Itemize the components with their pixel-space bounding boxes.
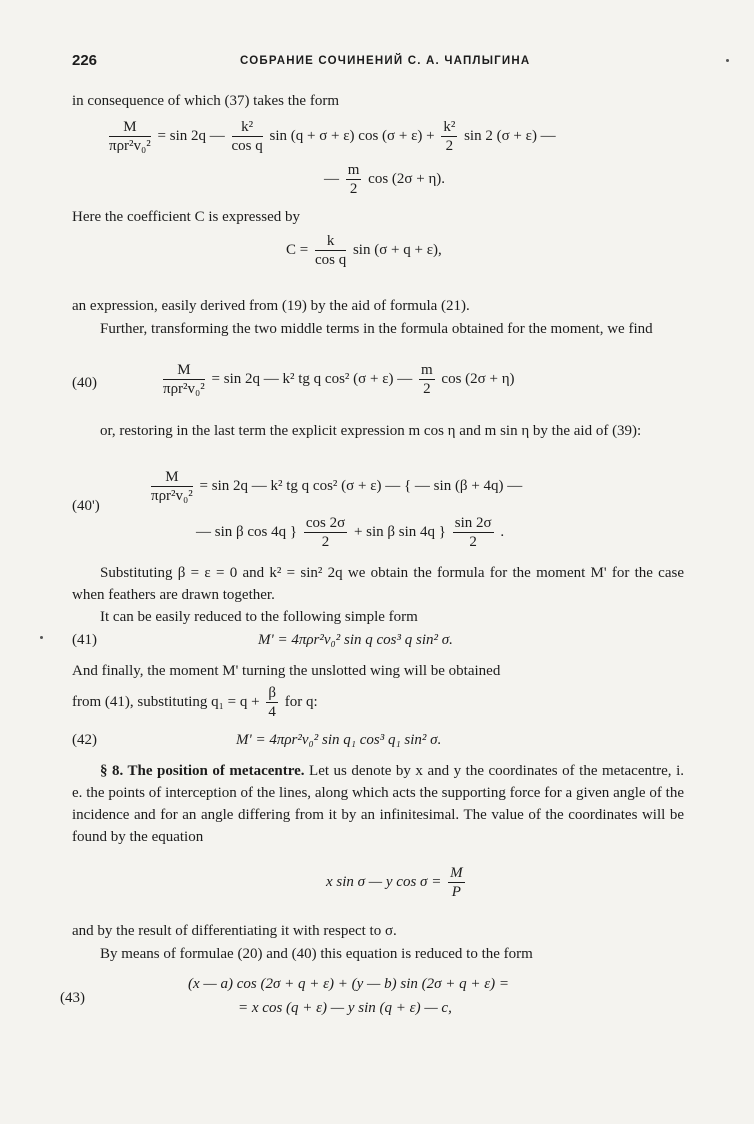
fraction: $\frac{\sin 2\sigma}{2}$ [454,515,492,550]
paragraph: or, restoring in the last term the explicit expression m cos η and m sin η by the aid of (39): [100,423,642,439]
equation-40p-line2: — sin β cos 4q } $\frac{\cos 2\sigma}{2}$ + sin β sin 4q } $\frac{\sin 2\sigma}{2}$ . [196,515,505,550]
fraction: $\frac{\text{k²}}{\text{cos q}}$ [231,119,263,154]
equation-40p-label: (40') [72,498,100,514]
equation-42-label: (42) [72,732,97,748]
equation-40-label: (40) [72,375,97,391]
fraction: $\frac{M}{\text{πρr²v₀²}}$ [109,119,151,154]
text-line: Here the coefficient C is expressed by [72,209,300,225]
equation-41: M' = 4πρr²v₀² sin q cos³ q sin² σ. [258,632,453,648]
text-line: and by the result of differentiating it with respect to σ. [72,923,397,939]
paragraph: Substituting β = ε = 0 and k² = sin² 2q we obtain the formula for the moment M' for the case when feathers are drawn together. [72,565,684,603]
section-8-paragraph: § 8. The position of metacentre. Let us denote by x and y the coordinates of the metacentre, i. e. the points of interception of the lines, along which acts the supporting force for a given angle of the incidence and for an angle differing from it by an infinitesimal. The value of the coordinates will be found by the equation [72,763,684,845]
fraction: $\frac{\text{k²}}{2}$ [443,119,456,154]
fraction: $\frac{\cos 2\sigma}{2}$ [305,515,346,550]
text-line: in consequence of which (37) takes the form [72,93,339,109]
text-line: And finally, the moment M' turning the unslotted wing will be obtained [72,663,501,679]
paragraph: Further, transforming the two middle terms in the formula obtained for the moment, we find [100,321,653,337]
equation-40: $\frac{M}{\text{πρr²v₀²}}$ = sin 2q — k² tg q cos² (σ + ε) — $\frac{m}{2}$ cos (2σ + η) [163,362,515,397]
equation-43-label: (43) [60,990,85,1006]
fraction: $\frac{\beta}{4}$ [268,685,276,720]
equation-41-label: (41) [72,632,97,648]
text-line: It can be easily reduced to the following simple form [100,609,418,625]
text-line: By means of formulae (20) and (40) this equation is reduced to the form [100,946,533,962]
speck-mark [726,59,729,62]
fraction: $\frac{M}{P}$ [450,865,463,900]
equation-43-line1: (x — a) cos (2σ + q + ε) + (y — b) sin (2σ + q + ε) = [188,976,510,992]
fraction: $\frac{m}{2}$ [347,162,360,197]
text-line-with-fraction: from (41), substituting q₁ = q + $\frac{\beta}{4}$ for q: [72,685,318,720]
fraction: $\frac{M}{\text{πρr²v₀²}}$ [163,362,205,397]
speck-mark [40,636,43,639]
running-title: СОБРАНИЕ СОЧИНЕНИЙ С. А. ЧАПЛЫГИНА [240,55,531,67]
section-heading: § 8. The position of metacentre. [100,763,305,779]
equation-metacentre: x sin σ — y cos σ = $\frac{M}{P}$ [326,865,463,900]
fraction: $\frac{M}{\text{πρr²v₀²}}$ [151,469,193,504]
fraction: $\frac{k}{\text{cos q}}$ [314,233,347,268]
equation-43-line2: = x cos (q + ε) — y sin (q + ε) — c, [238,1000,452,1016]
equation-37-line1: $\frac{M}{\text{πρr²v₀²}}$ = sin 2q — $\frac{\text{k²}}{\text{cos q}}$ sin (q + σ + ε) cos (σ + ε) + $\frac{\text{k²}}{2}$ sin 2 (σ + ε) — [109,119,556,154]
page-number: 226 [72,52,98,69]
fraction: $\frac{m}{2}$ [421,362,433,397]
equation-42: M' = 4πρr²v₀² sin q₁ cos³ q₁ sin² σ. [236,732,442,748]
equation-40p-line1: $\frac{M}{\text{πρr²v₀²}}$ = sin 2q — k² tg q cos² (σ + ε) — { — sin (β + 4q) — [151,469,523,504]
equation-C: C = $\frac{k}{\text{cos q}}$ sin (σ + q + ε), [286,233,442,268]
equation-37-line2: — $\frac{m}{2}$ cos (2σ + η). [324,162,446,197]
text-line: an expression, easily derived from (19) by the aid of formula (21). [72,298,470,314]
